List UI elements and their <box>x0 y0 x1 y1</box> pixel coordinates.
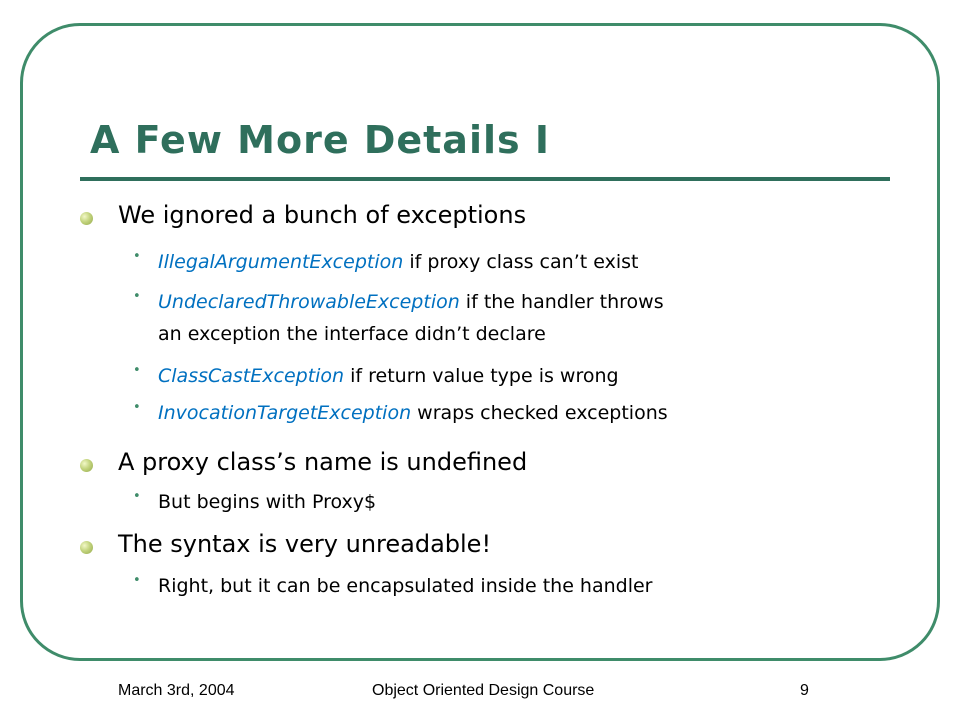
sub-bullet-star: • <box>133 363 141 378</box>
bullet-text: A proxy class’s name is undefined <box>118 448 528 476</box>
sub-bullet-text: Right, but it can be encapsulated inside the handler <box>158 575 653 597</box>
footer-page-number: 9 <box>800 682 809 699</box>
sub-bullet-text <box>158 291 664 313</box>
bullet-dot <box>80 459 93 472</box>
sub-bullet-star: • <box>133 400 141 415</box>
slide-title: A Few More Details I <box>90 118 550 162</box>
exception-name: IllegalArgumentException <box>158 251 404 273</box>
bullet-dot <box>80 541 93 554</box>
sub-bullet-text: But begins with Proxy$ <box>158 491 377 513</box>
sub-bullet-desc: if return value type is wrong <box>344 365 619 387</box>
sub-bullet-star: • <box>133 573 141 588</box>
bullet-text: The syntax is very unreadable! <box>118 530 492 558</box>
sub-bullet-star: • <box>133 289 141 304</box>
sub-bullet-text <box>158 402 668 424</box>
exception-name: UndeclaredThrowableException <box>158 291 460 313</box>
sub-bullet-star: • <box>133 489 141 504</box>
sub-bullet-desc: wraps checked exceptions <box>411 402 668 424</box>
sub-bullet-text <box>158 365 619 387</box>
sub-bullet-desc: if proxy class can’t exist <box>403 251 639 273</box>
sub-bullet-text <box>158 251 638 273</box>
exception-name: ClassCastException <box>158 365 345 387</box>
footer-course: Object Oriented Design Course <box>372 682 595 699</box>
bullet-dot <box>80 212 93 225</box>
bullet-text: We ignored a bunch of exceptions <box>118 201 527 229</box>
sub-bullet-star: • <box>133 249 141 264</box>
sub-bullet-continuation: an exception the interface didn’t declare <box>158 323 546 345</box>
exception-name: InvocationTargetException <box>158 402 412 424</box>
sub-bullet-desc: if the handler throws <box>459 291 664 313</box>
footer-date: March 3rd, 2004 <box>118 682 235 699</box>
title-underline <box>80 177 890 181</box>
